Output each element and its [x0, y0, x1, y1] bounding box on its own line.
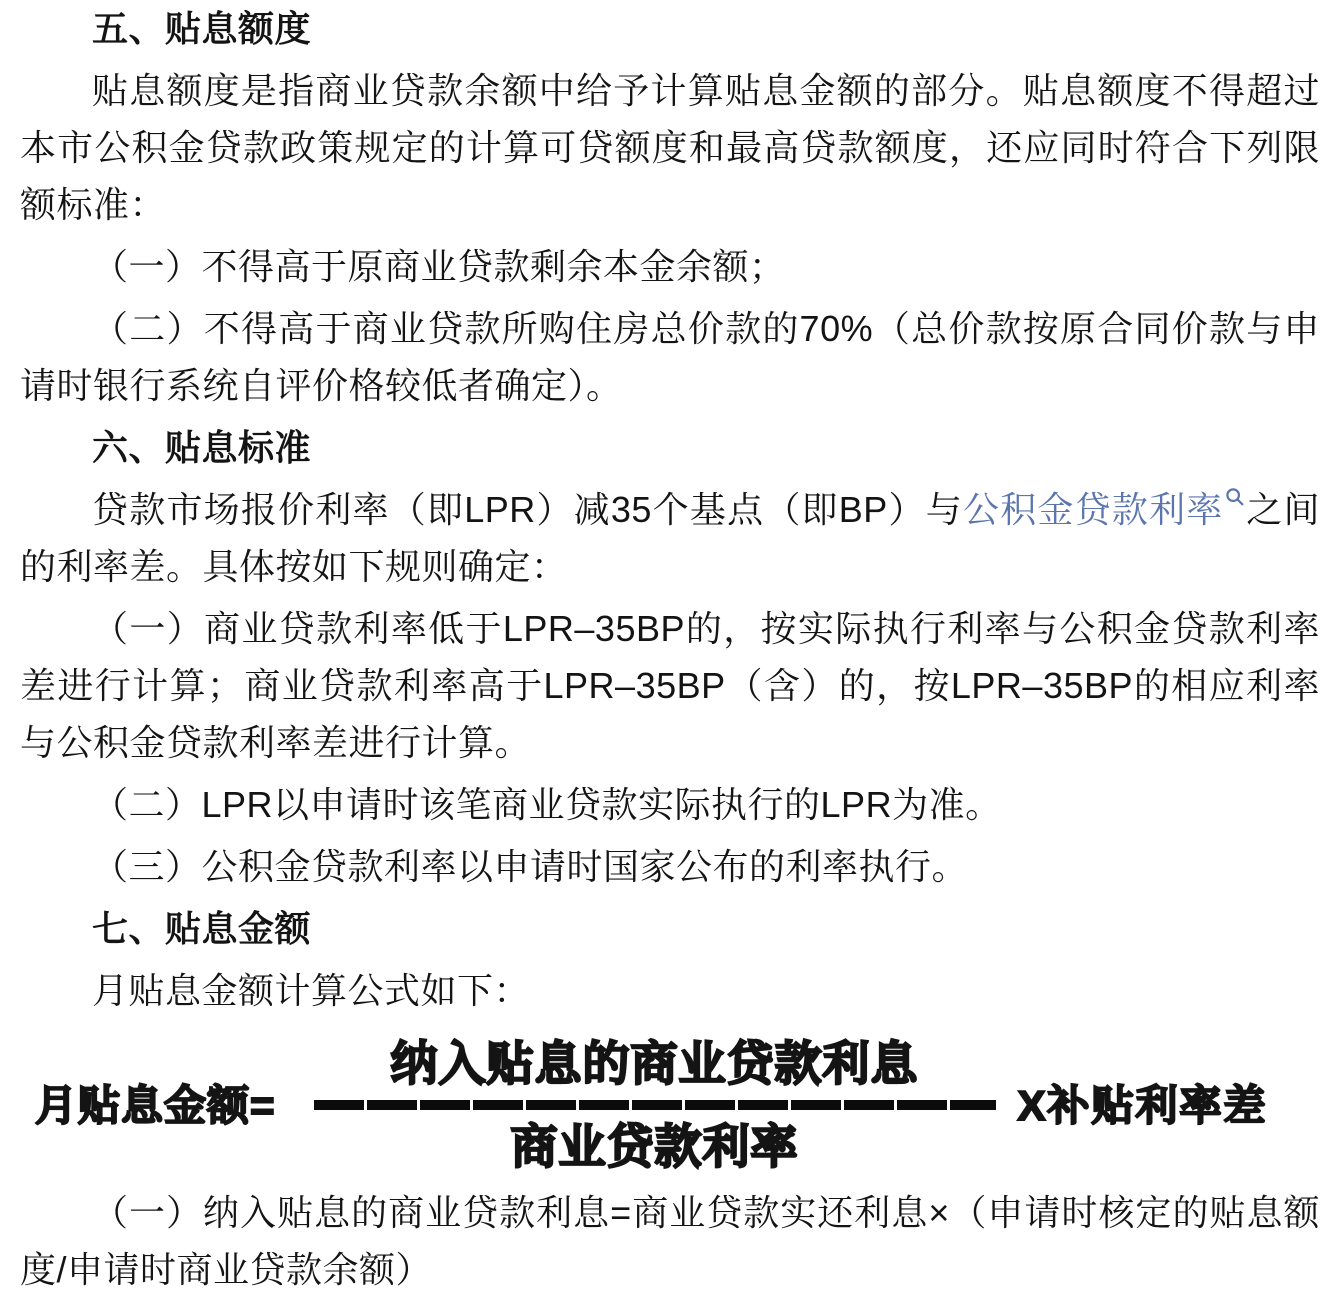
- standard-text-before-link: 贷款市场报价利率（即LPR）减35个基点（即BP）与: [92, 489, 963, 530]
- formula-denominator: 商业贷款利率: [510, 1120, 799, 1173]
- para-quota-item-1: （一）不得高于原商业贷款剩余本金余额；: [92, 246, 786, 287]
- search-icon[interactable]: [1224, 486, 1246, 508]
- para-standard-item-1: （一）商业贷款利率低于LPR–35BP的，按实际执行利率与公积金贷款利率差进行计算；商业贷款利率高于LPR–35BP（含）的，按LPR–35BP的相应利率与公积金贷款利率差进行计算。: [20, 608, 1320, 763]
- heading-subsidy-amount: 七、贴息金额: [92, 908, 312, 949]
- para-amount-item-1: （一）纳入贴息的商业贷款利息=商业贷款实还利息×（申请时核定的贴息额度/申请时商业贷款余额）: [20, 1192, 1320, 1290]
- formula-numerator: 纳入贴息的商业贷款利息: [390, 1037, 919, 1090]
- para-standard-item-2: （二）LPR以申请时该笔商业贷款实际执行的LPR为准。: [92, 784, 1002, 825]
- formula-rhs: X补贴利率差: [1017, 1082, 1268, 1129]
- standard-text-after-link: 之间的利率差。具体按如下规则确定：: [20, 489, 1320, 587]
- formula-fraction: [314, 1037, 996, 1174]
- fund-loan-rate-link[interactable]: 公积金贷款利率: [962, 489, 1224, 530]
- formula-lhs: 月贴息金额=: [35, 1082, 276, 1129]
- fraction-bar: [314, 1100, 996, 1110]
- para-quota-intro: 贴息额度是指商业贷款余额中给予计算贴息金额的部分。贴息额度不得超过本市公积金贷款政策规定的计算可贷额度和最高贷款额度，还应同时符合下列限额标准：: [20, 70, 1320, 225]
- para-formula-intro: 月贴息金额计算公式如下：: [92, 970, 531, 1011]
- para-standard-intro: [20, 481, 1320, 595]
- heading-subsidy-standard: 六、贴息标准: [92, 427, 312, 468]
- monthly-subsidy-formula: [20, 1037, 1320, 1174]
- para-standard-item-3: （三）公积金贷款利率以申请时国家公布的利率执行。: [92, 846, 969, 887]
- para-quota-item-2: （二）不得高于商业贷款所购住房总价款的70%（总价款按原合同价款与申请时银行系统自评价格较低者确定）。: [20, 308, 1320, 406]
- heading-subsidy-quota: 五、贴息额度: [92, 8, 312, 49]
